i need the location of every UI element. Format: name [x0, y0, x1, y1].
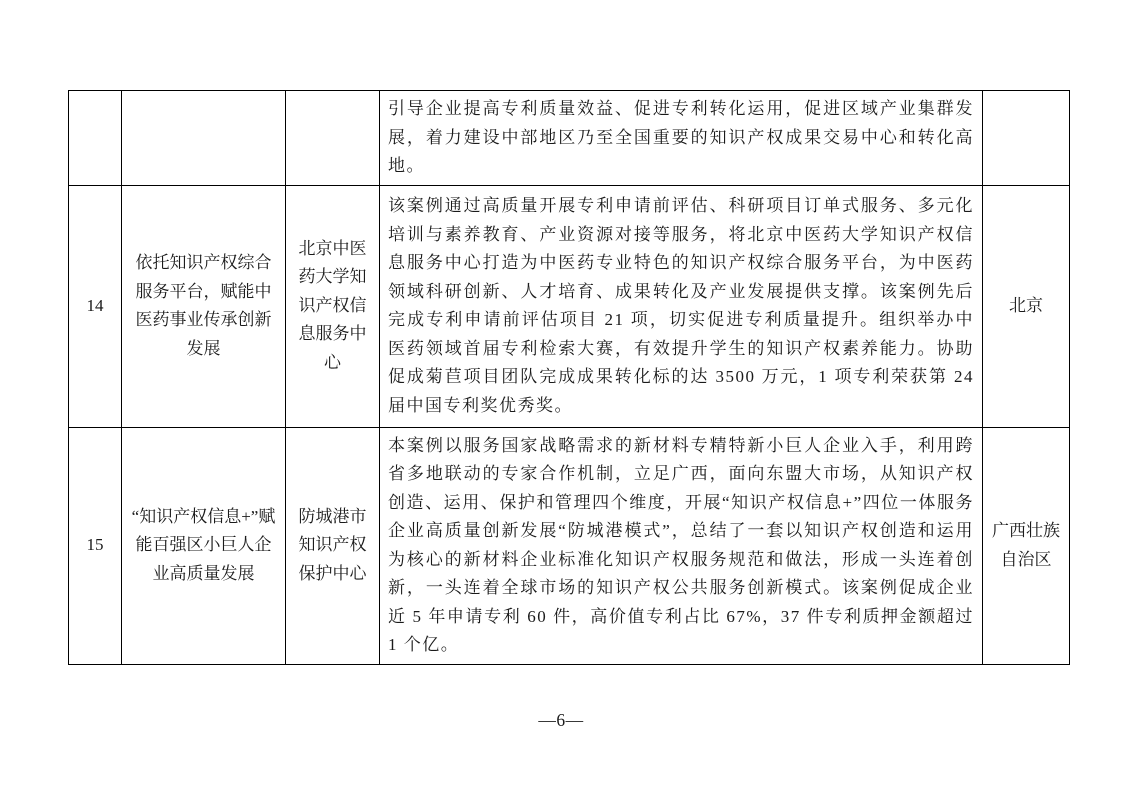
table-row: [69, 185, 1070, 427]
org-cell: [286, 91, 380, 186]
region-cell: 北京: [983, 185, 1070, 427]
row-index-cell: [69, 91, 122, 186]
case-title-cell: “知识产权信息+”赋能百强区小巨人企业高质量发展: [122, 427, 286, 664]
cases-table: [68, 90, 1070, 665]
table-row-continuation: [69, 91, 1070, 186]
description-cell: 本案例以服务国家战略需求的新材料专精特新小巨人企业入手，利用跨省多地联动的专家合作机制，立足广西，面向东盟大市场，从知识产权创造、运用、保护和管理四个维度，开展“知识产权信息+”四位一体服务企业高质量创新发展“防城港模式”，总结了一套以知识产权创造和运用为核心的新材料企业标准化知识产权服务规范和做法，形成一头连着创新，一头连着全球市场的知识产权公共服务创新模式。该案例促成企业近 5 年申请专利 60 件，高价值专利占比 67%，37 件专利质押金额超过 1 个亿。: [380, 427, 983, 664]
region-cell: 广西壮族自治区: [983, 427, 1070, 664]
page-number: —6—: [538, 710, 584, 730]
region-cell: [983, 91, 1070, 186]
org-cell: 防城港市知识产权保护中心: [286, 427, 380, 664]
case-title-cell: [122, 91, 286, 186]
table-row: [69, 427, 1070, 664]
case-title-cell: 依托知识产权综合服务平台，赋能中医药事业传承创新发展: [122, 185, 286, 427]
description-cell: 该案例通过高质量开展专利申请前评估、科研项目订单式服务、多元化培训与素养教育、产业资源对接等服务，将北京中医药大学知识产权信息服务中心打造为中医药专业特色的知识产权综合服务平台，为中医药领域科研创新、人才培育、成果转化及产业发展提供支撑。该案例先后完成专利申请前评估项目 21 项，切实促进专利质量提升。组织举办中医药领域首届专利检索大赛，有效提升学生的知识产权素养能力。协助促成菊苣项目团队完成成果转化标的达 3500 万元，1 项专利荣获第 24 届中国专利奖优秀奖。: [380, 185, 983, 427]
org-cell: 北京中医药大学知识产权信息服务中心: [286, 185, 380, 427]
description-cell: 引导企业提高专利质量效益、促进专利转化运用，促进区域产业集群发展，着力建设中部地区乃至全国重要的知识产权成果交易中心和转化高地。: [380, 91, 983, 186]
row-index-cell: 14: [69, 185, 122, 427]
row-index-cell: 15: [69, 427, 122, 664]
